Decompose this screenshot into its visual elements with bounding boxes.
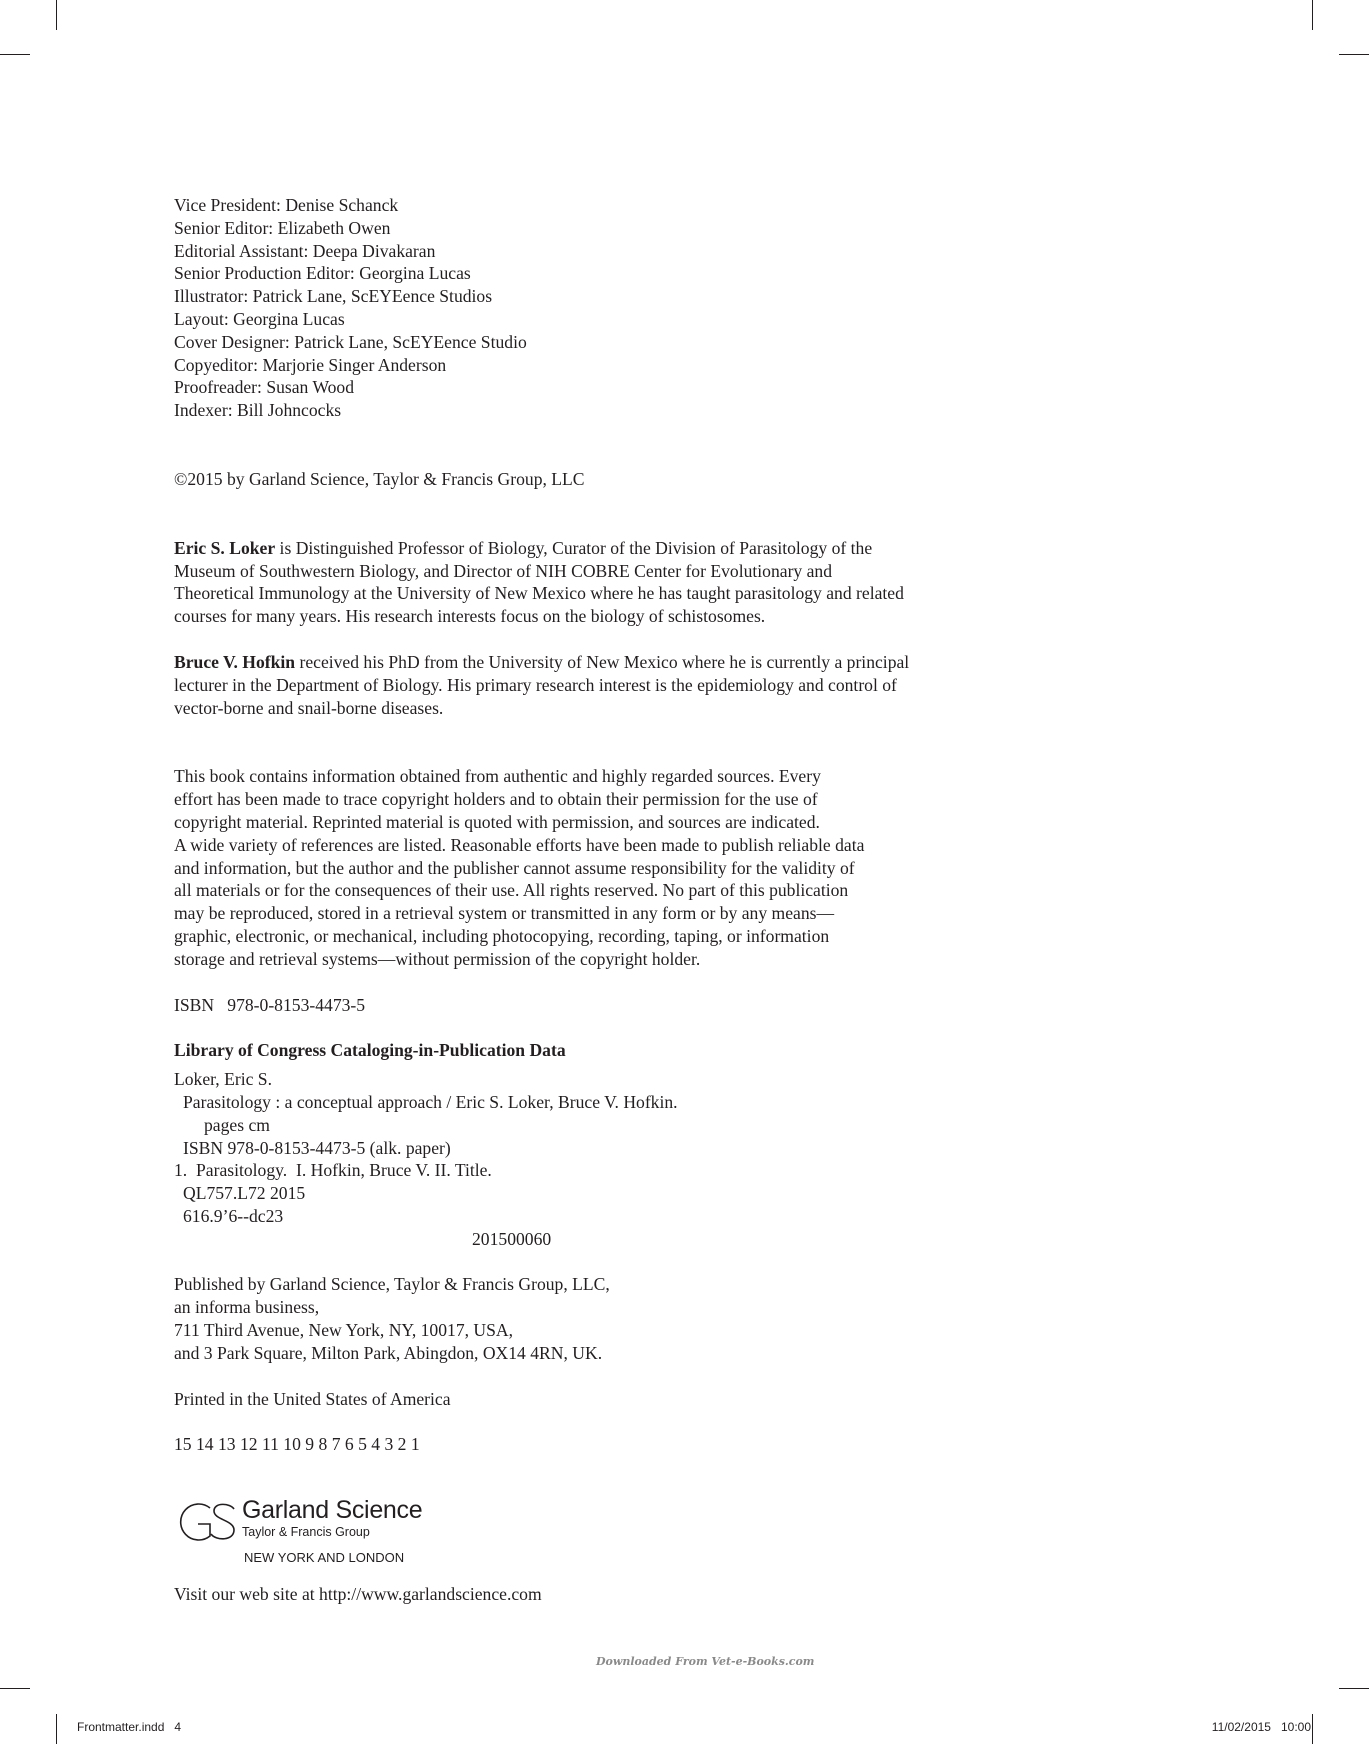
cip-subjects: 1. Parasitology. I. Hofkin, Bruce V. II. Title. xyxy=(174,1160,492,1181)
author-name: Bruce V. Hofkin xyxy=(174,651,296,672)
crop-mark xyxy=(56,0,57,30)
logo-place: NEW YORK AND LONDON xyxy=(244,1550,405,1565)
credit-line: Cover Designer: Patrick Lane, ScEYEence Studio xyxy=(174,331,527,352)
cip-author: Loker, Eric S. xyxy=(174,1069,272,1090)
logo-text xyxy=(242,1496,422,1540)
crop-mark xyxy=(1339,54,1369,55)
disclaimer-line: effort has been made to trace copyright holders and to obtain their permission for the use of xyxy=(174,789,818,810)
credit-line: Illustrator: Patrick Lane, ScEYEence Studios xyxy=(174,286,493,307)
publisher-line: 711 Third Avenue, New York, NY, 10017, USA, xyxy=(174,1320,514,1341)
cip-lc-number: QL757.L72 2015 xyxy=(183,1183,306,1204)
author-bio-text: is Distinguished Professor of Biology, Curator of the Division of Parasitology of the Museum of Southwestern Biology, and Director of NIH COBRE Center for Evolutionary and Theoretical Immunology at the University of New Mexico where he has taught parasitology and related courses for many years. His research interests focus on the biology of schistosomes. xyxy=(174,537,904,627)
slug-file: Frontmatter.indd 4 xyxy=(77,1720,182,1734)
logo-name: Garland Science xyxy=(242,1496,423,1524)
gs-monogram-icon xyxy=(174,1500,238,1544)
cip-dewey-number: 616.9’6--dc23 xyxy=(183,1205,284,1226)
disclaimer xyxy=(174,765,914,970)
author-bio-text: received his PhD from the University of New Mexico where he is currently a principal lecturer in the Department of Biology. His primary research interest is the epidemiology and control of vector-borne and snail-borne diseases. xyxy=(174,651,910,718)
cip-data xyxy=(174,1039,914,1250)
cip-lccn: 201500060 xyxy=(472,1228,552,1249)
crop-mark xyxy=(0,54,30,55)
credit-line: Vice President: Denise Schanck xyxy=(174,195,399,215)
credit-line: Indexer: Bill Johncocks xyxy=(174,400,342,421)
disclaimer-line: all materials or for the consequences of their use. All rights reserved. No part of this publication xyxy=(174,880,849,901)
publisher-line: and 3 Park Square, Milton Park, Abingdon, OX14 4RN, UK. xyxy=(174,1342,603,1363)
crop-mark xyxy=(1312,1714,1313,1744)
cip-isbn: ISBN 978-0-8153-4473-5 (alk. paper) xyxy=(183,1137,451,1158)
watermark: Downloaded From Vet-e-Books.com xyxy=(596,1655,815,1668)
credit-line: Senior Production Editor: Georgina Lucas xyxy=(174,263,471,284)
credits-list xyxy=(174,194,914,422)
credit-line: Proofreader: Susan Wood xyxy=(174,377,355,398)
crop-mark xyxy=(0,1688,30,1689)
slug-datetime: 11/02/2015 10:00 xyxy=(1211,1720,1311,1734)
copyright-notice: ©2015 by Garland Science, Taylor & Francis Group, LLC xyxy=(174,468,585,489)
disclaimer-line: may be reproduced, stored in a retrieval system or transmitted in any form or by any means— xyxy=(174,903,835,924)
publisher-line: an informa business, xyxy=(174,1297,320,1318)
isbn: ISBN 978-0-8153-4473-5 xyxy=(174,994,366,1015)
credit-line: Senior Editor: Elizabeth Owen xyxy=(174,217,391,238)
crop-mark xyxy=(1339,1688,1369,1689)
crop-mark xyxy=(1312,0,1313,30)
credit-line: Editorial Assistant: Deepa Divakaran xyxy=(174,240,436,261)
print-line: 15 14 13 12 11 10 9 8 7 6 5 4 3 2 1 xyxy=(174,1434,420,1455)
author-bio xyxy=(174,537,914,628)
disclaimer-line: graphic, electronic, or mechanical, including photocopying, recording, taping, or information xyxy=(174,925,830,946)
website-notice: Visit our web site at http://www.garlandscience.com xyxy=(174,1584,542,1604)
logo-group: Taylor & Francis Group xyxy=(242,1525,370,1539)
crop-mark xyxy=(56,1714,57,1744)
disclaimer-line: storage and retrieval systems—without permission of the copyright holder. xyxy=(174,948,701,969)
copyright-page xyxy=(174,194,914,1456)
cip-pages: pages cm xyxy=(204,1114,270,1135)
disclaimer-line: copyright material. Reprinted material is quoted with permission, and sources are indicated. xyxy=(174,811,820,832)
printed-in: Printed in the United States of America xyxy=(174,1388,451,1409)
disclaimer-line: and information, but the author and the publisher cannot assume responsibility for the validity of xyxy=(174,857,855,878)
disclaimer-line: This book contains information obtained from authentic and highly regarded sources. Every xyxy=(174,766,821,787)
disclaimer-line: A wide variety of references are listed. Reasonable efforts have been made to publish reliable data xyxy=(174,834,865,855)
publisher-address xyxy=(174,1273,914,1364)
credit-line: Layout: Georgina Lucas xyxy=(174,308,345,329)
author-name: Eric S. Loker xyxy=(174,537,276,558)
author-bio xyxy=(174,651,914,719)
cip-title: Parasitology : a conceptual approach / Eric S. Loker, Bruce V. Hofkin. xyxy=(183,1091,678,1112)
publisher-line: Published by Garland Science, Taylor & Francis Group, LLC, xyxy=(174,1274,610,1295)
publisher-logo xyxy=(174,1496,434,1568)
credit-line: Copyeditor: Marjorie Singer Anderson xyxy=(174,354,447,375)
cip-heading: Library of Congress Cataloging-in-Publication Data xyxy=(174,1040,566,1061)
